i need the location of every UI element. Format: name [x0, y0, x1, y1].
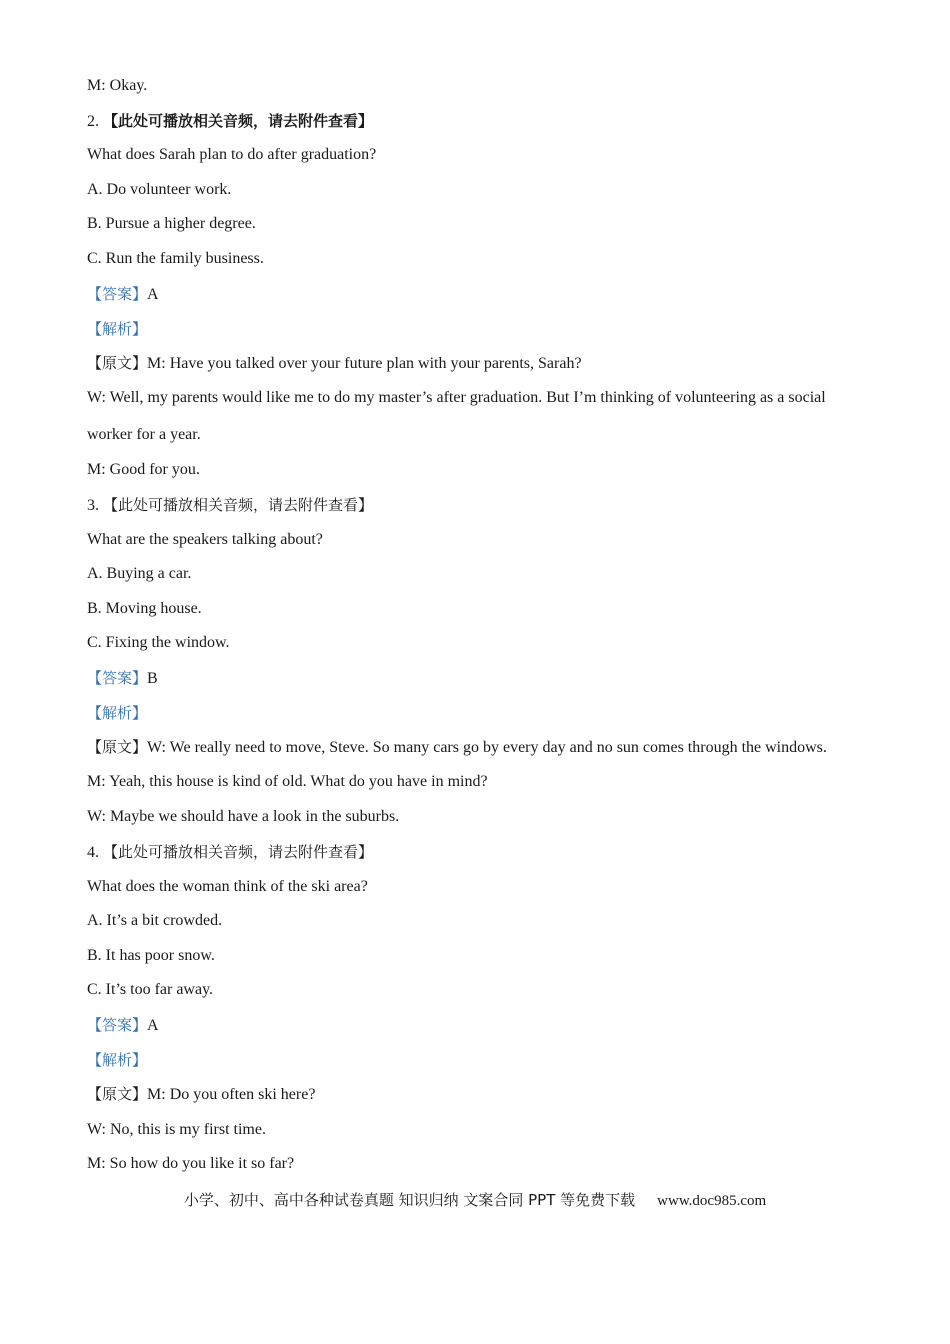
analysis-line	[87, 1050, 147, 1071]
transcript-text: M: Have you talked over your future plan with your parents, Sarah?	[147, 355, 582, 372]
transcript-line	[87, 737, 827, 758]
original-tag: 【原文】	[87, 354, 148, 372]
analysis-tag: 【解析】	[87, 320, 148, 338]
question-2-header	[87, 111, 373, 132]
audio-placeholder: 【此处可播放相关音频，请去附件查看】	[103, 112, 374, 130]
transcript-line: M: Yeah, this house is kind of old. What do you have in mind?	[87, 773, 488, 790]
option-a: A. It’s a bit crowded.	[87, 912, 223, 929]
answer-value: A	[147, 1017, 159, 1034]
answer-tag: 【答案】	[87, 285, 148, 303]
option-c: C. It’s too far away.	[87, 981, 214, 998]
page-footer	[0, 1190, 950, 1211]
original-tag: 【原文】	[87, 1085, 148, 1103]
transcript-line: W: Maybe we should have a look in the suburbs.	[87, 808, 400, 825]
question-number: 2.	[87, 113, 103, 130]
answer-line	[87, 668, 158, 689]
analysis-line	[87, 703, 147, 724]
answer-value: A	[147, 286, 159, 303]
transcript-line: M: Good for you.	[87, 461, 200, 478]
audio-placeholder: 【此处可播放相关音频，请去附件查看】	[103, 496, 374, 514]
transcript-text: M: Do you often ski here?	[147, 1086, 316, 1103]
analysis-tag: 【解析】	[87, 704, 148, 722]
transcript-text: W: We really need to move, Steve. So many cars go by every day and no sun comes through the windows.	[147, 739, 827, 756]
option-c: C. Fixing the window.	[87, 634, 230, 651]
option-b: B. Moving house.	[87, 600, 202, 617]
transcript-line: W: Well, my parents would like me to do my master’s after graduation. But I’m thinking of volunteering as a social	[87, 389, 826, 406]
option-b: B. Pursue a higher degree.	[87, 215, 256, 232]
question-3-text: What are the speakers talking about?	[87, 531, 323, 548]
footer-site-link[interactable]: www.doc985.com	[657, 1193, 767, 1209]
transcript-line: W: No, this is my first time.	[87, 1121, 266, 1138]
answer-line	[87, 1015, 159, 1036]
analysis-line	[87, 319, 147, 340]
option-a: A. Do volunteer work.	[87, 181, 232, 198]
option-c: C. Run the family business.	[87, 250, 264, 267]
question-2-text: What does Sarah plan to do after graduation?	[87, 146, 377, 163]
analysis-tag: 【解析】	[87, 1051, 148, 1069]
transcript-line: M: So how do you like it so far?	[87, 1155, 295, 1172]
question-3-header	[87, 495, 373, 516]
answer-tag: 【答案】	[87, 669, 148, 687]
option-a: A. Buying a car.	[87, 565, 192, 582]
option-b: B. It has poor snow.	[87, 947, 215, 964]
question-4-header	[87, 842, 373, 863]
transcript-line: worker for a year.	[87, 426, 201, 443]
answer-tag: 【答案】	[87, 1016, 148, 1034]
question-number: 3.	[87, 497, 103, 514]
dialogue-line: M: Okay.	[87, 77, 148, 94]
original-tag: 【原文】	[87, 738, 148, 756]
answer-value: B	[147, 670, 158, 687]
question-4-text: What does the woman think of the ski area?	[87, 878, 368, 895]
transcript-line	[87, 353, 582, 374]
answer-line	[87, 284, 159, 305]
audio-placeholder: 【此处可播放相关音频，请去附件查看】	[103, 843, 374, 861]
footer-text: 小学、初中、高中各种试卷真题 知识归纳 文案合同 PPT 等免费下载	[183, 1191, 636, 1209]
question-number: 4.	[87, 844, 103, 861]
transcript-line	[87, 1084, 315, 1105]
